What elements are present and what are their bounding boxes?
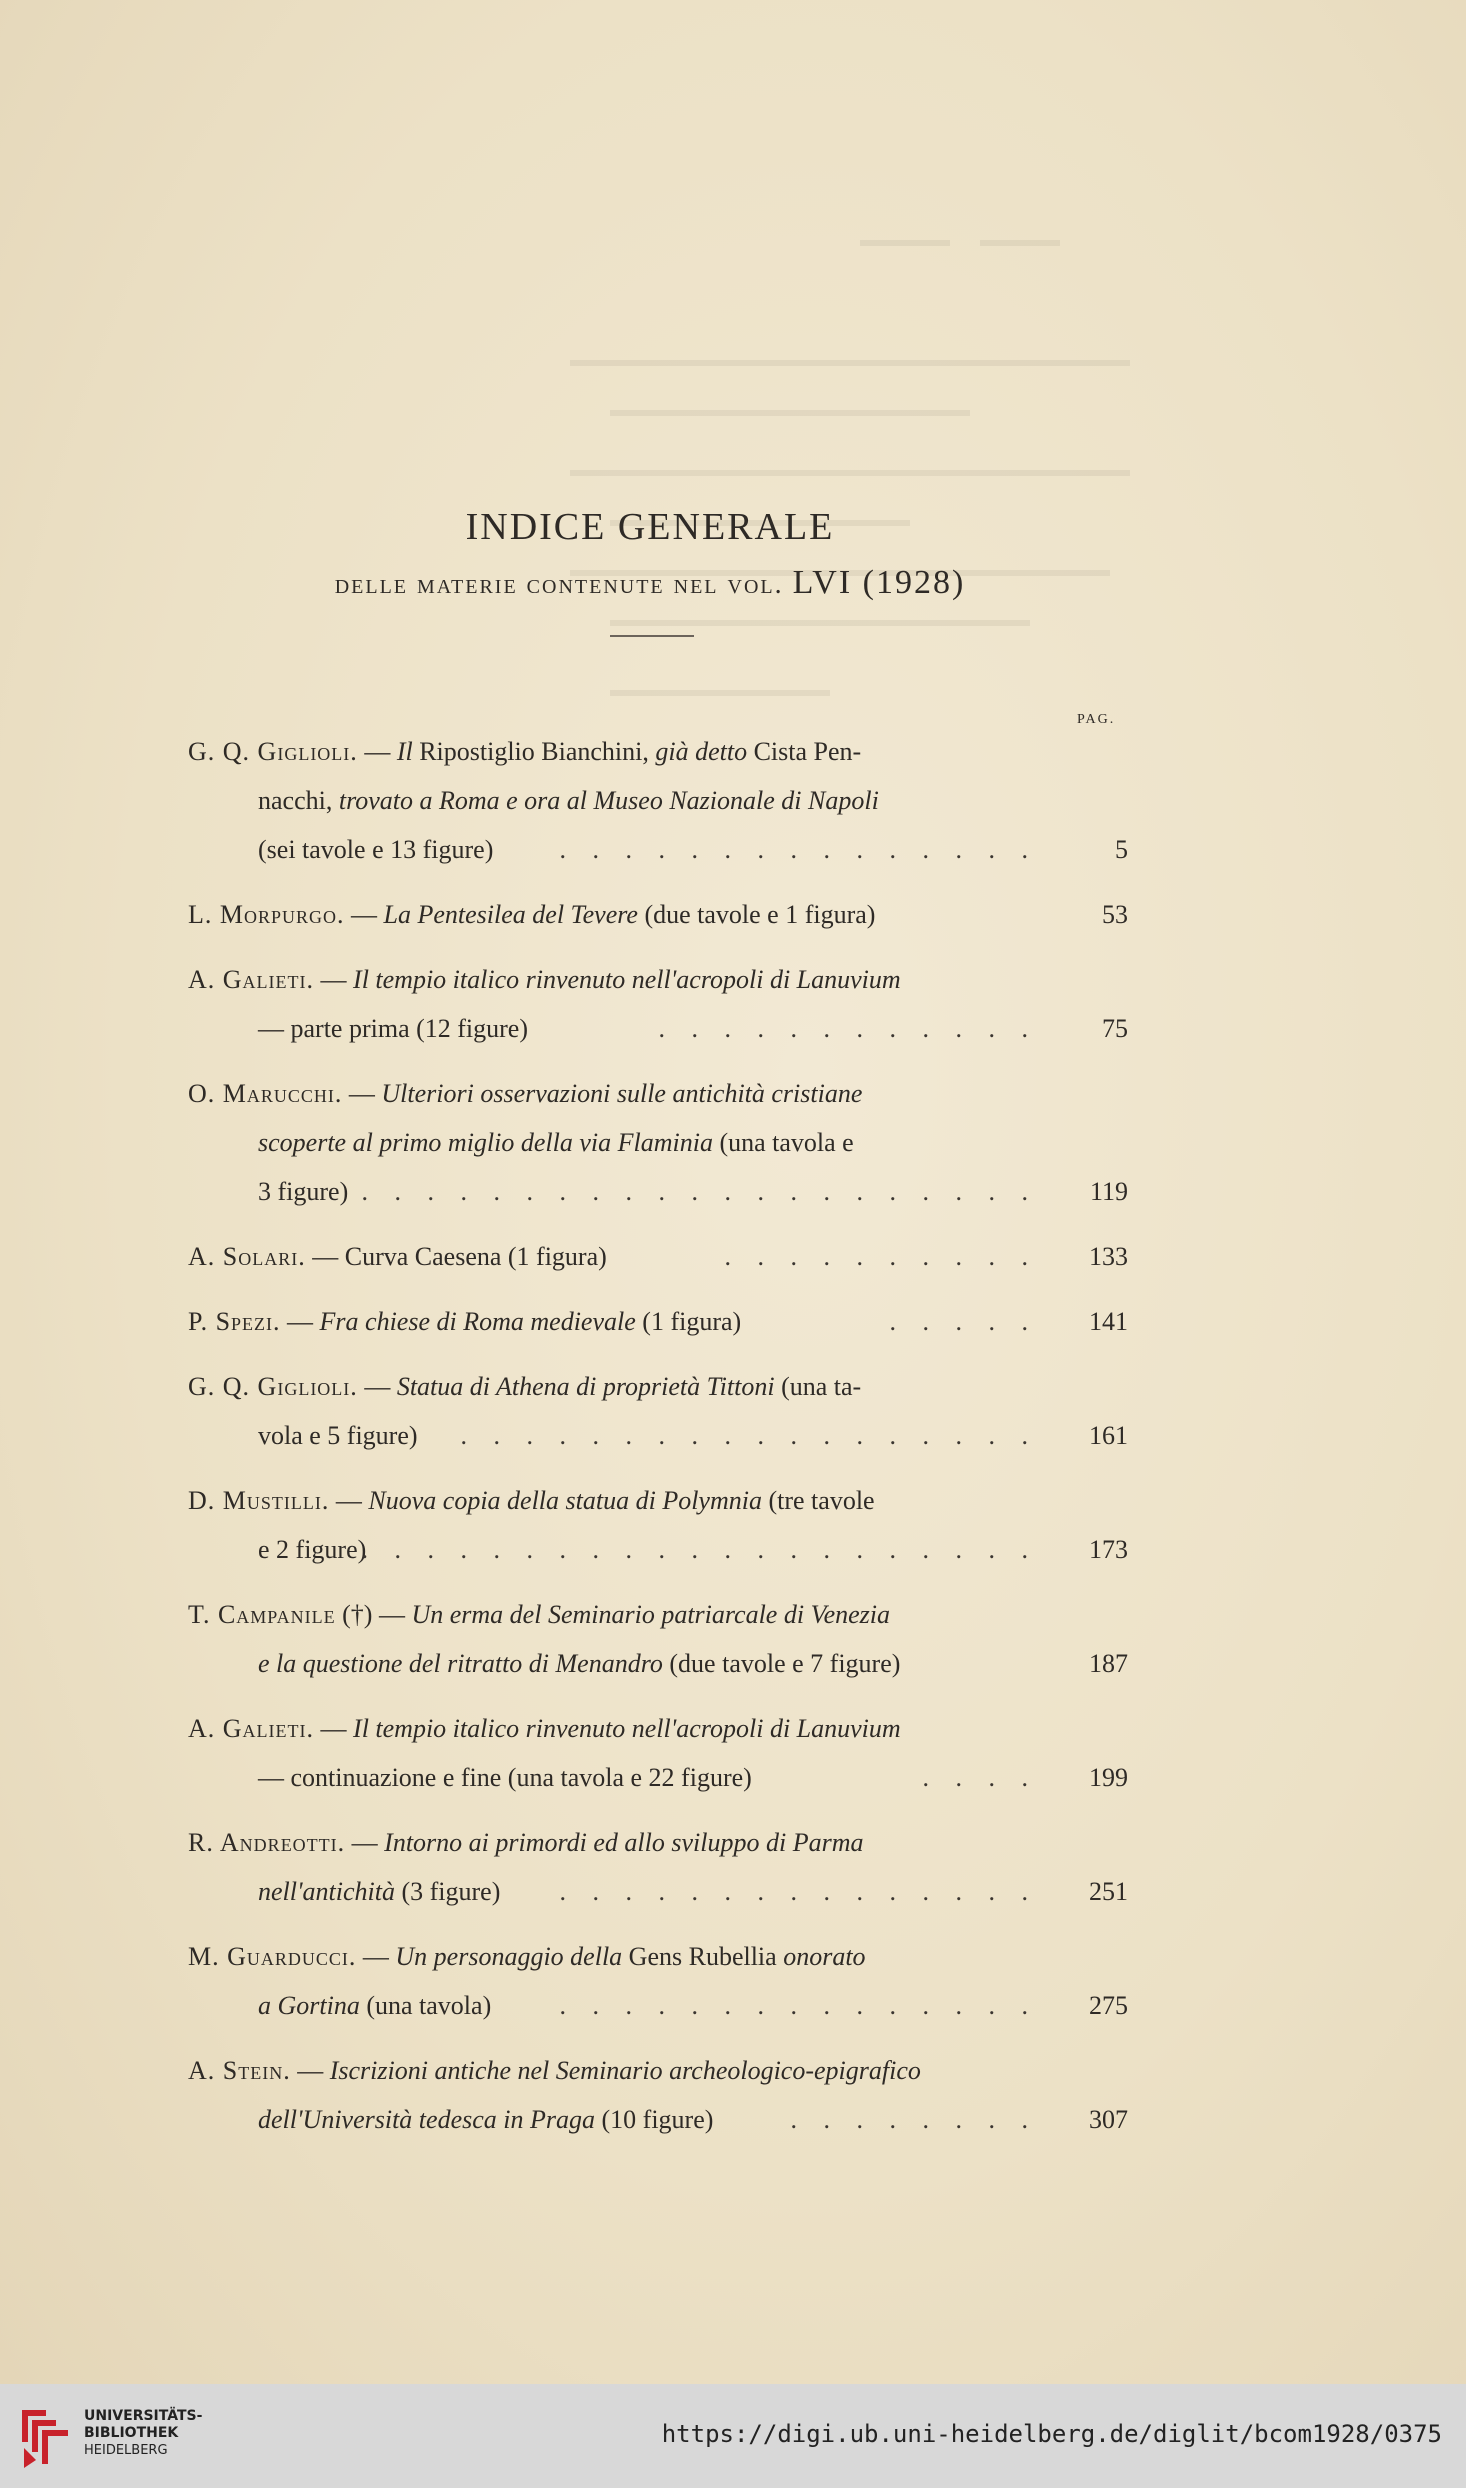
page-number: 173 xyxy=(1089,1535,1128,1564)
toc-line-text xyxy=(188,1079,862,1108)
italic-title: già detto xyxy=(655,737,748,766)
plain-text: — xyxy=(314,965,354,994)
page-number: 161 xyxy=(1089,1421,1128,1450)
italic-title: a Gortina xyxy=(258,1991,360,2020)
plain-text: (una ta- xyxy=(774,1372,862,1401)
toc-line-text xyxy=(188,1942,866,1971)
toc-line xyxy=(188,1818,1128,1867)
plain-text: — parte prima (12 figure) xyxy=(258,1014,529,1043)
plain-text: — xyxy=(357,1372,397,1401)
plain-text: Gens Rubellia xyxy=(622,1942,784,1971)
author-name: A. Galieti. xyxy=(188,1714,315,1743)
toc-line-text xyxy=(258,1128,854,1157)
author-name: D. Mustilli. xyxy=(188,1486,330,1515)
plain-text: — xyxy=(356,1942,396,1971)
italic-title: Intorno ai primordi ed allo sviluppo di Parma xyxy=(384,1828,864,1857)
leader-dots: . . . . . . . . . . . . . . . . . . . . . xyxy=(361,1177,1038,1206)
page-number: 133 xyxy=(1089,1242,1128,1271)
leader-dots: . . . . . . . . . . . . . . . xyxy=(559,1991,1038,2020)
toc-line xyxy=(188,727,1128,776)
italic-title: dell'Università tedesca in Praga xyxy=(258,2105,595,2134)
page-subtitle xyxy=(0,564,1300,602)
toc-line-text xyxy=(188,1828,863,1857)
toc-line xyxy=(188,1411,1128,1460)
italic-title: onorato xyxy=(783,1942,866,1971)
page-column-label: PAG. xyxy=(1077,712,1116,727)
italic-title: La Pentesilea del Tevere xyxy=(383,900,638,929)
plain-text: Cista Pen- xyxy=(747,737,862,766)
page-number: 187 xyxy=(1089,1649,1128,1678)
plain-text: (due tavole e 1 figura) xyxy=(637,900,876,929)
page-number: 141 xyxy=(1089,1307,1128,1336)
plain-text: — xyxy=(329,1486,369,1515)
toc-line-text xyxy=(258,1014,528,1043)
author-name: R. Andreotti. xyxy=(188,1828,346,1857)
page-title: INDICE GENERALE xyxy=(465,506,835,548)
toc-entry xyxy=(188,1362,1128,1460)
toc-entry xyxy=(188,1932,1128,2030)
plain-text: (due tavole e 7 figure) xyxy=(662,1649,901,1678)
leader-dots: . . . . xyxy=(922,1763,1038,1792)
plain-text: — xyxy=(314,1714,354,1743)
plain-text: (3 figure) xyxy=(394,1877,501,1906)
toc-line xyxy=(188,2046,1128,2095)
leader-dots: . . . . . . . . . . . . . . . xyxy=(559,835,1038,864)
toc-entry xyxy=(188,1818,1128,1916)
table-of-contents xyxy=(188,727,1128,2160)
italic-title: scoperte al primo miglio della via Flaminia xyxy=(258,1128,713,1157)
italic-title: Un erma del Seminario patriarcale di Venezia xyxy=(411,1600,890,1629)
library-name-line2: BIBLIOTHEK xyxy=(84,2425,179,2441)
toc-entry xyxy=(188,890,1128,939)
plain-text: — xyxy=(290,2056,330,2085)
toc-line-text xyxy=(188,900,875,929)
toc-line xyxy=(188,1167,1128,1216)
toc-line xyxy=(188,1932,1128,1981)
toc-line-text xyxy=(188,1372,861,1401)
toc-entry xyxy=(188,1704,1128,1802)
author-name: A. Solari. xyxy=(188,1242,306,1271)
plain-text: (una tavola) xyxy=(359,1991,492,2020)
title-rule xyxy=(610,635,694,637)
toc-line-text xyxy=(258,1177,348,1206)
library-name-line3: HEIDELBERG xyxy=(84,2443,168,2458)
author-name: P. Spezi. xyxy=(188,1307,281,1336)
author-name: G. Q. Giglioli. xyxy=(188,737,358,766)
plain-text: vola e 5 figure) xyxy=(258,1421,418,1450)
toc-line xyxy=(188,955,1128,1004)
author-name: L. Morpurgo. xyxy=(188,900,345,929)
toc-line xyxy=(188,1981,1128,2030)
toc-entry xyxy=(188,1069,1128,1216)
page-number: 75 xyxy=(1102,1014,1128,1043)
toc-entry xyxy=(188,1476,1128,1574)
plain-text: (1 figura) xyxy=(635,1307,742,1336)
italic-title: Il tempio italico rinvenuto nell'acropoli di Lanuvium xyxy=(353,965,901,994)
toc-entry xyxy=(188,1590,1128,1688)
toc-line xyxy=(188,1590,1128,1639)
footer-bar xyxy=(0,2384,1466,2488)
italic-title: Il tempio italico rinvenuto nell'acropoli di Lanuvium xyxy=(353,1714,901,1743)
toc-line-text xyxy=(258,2105,713,2134)
toc-line xyxy=(188,1476,1128,1525)
toc-line-text xyxy=(258,1649,900,1678)
plain-text: — xyxy=(344,900,384,929)
plain-text: (tre tavole xyxy=(761,1486,875,1515)
toc-line xyxy=(188,1069,1128,1118)
plain-text: — xyxy=(342,1079,382,1108)
toc-line-text xyxy=(258,835,493,864)
plain-text: (10 figure) xyxy=(595,2105,714,2134)
italic-title: Fra chiese di Roma medievale xyxy=(319,1307,636,1336)
page-number: 119 xyxy=(1089,1177,1128,1206)
leader-dots: . . . . . . . . . . xyxy=(724,1242,1038,1271)
leader-dots: . . . . . . . . . . . . . . . xyxy=(559,1877,1038,1906)
toc-line-text xyxy=(258,1421,418,1450)
plain-text: — xyxy=(357,737,397,766)
toc-line xyxy=(188,1004,1128,1053)
toc-line xyxy=(188,1639,1128,1688)
toc-line xyxy=(188,1297,1128,1346)
toc-line-text xyxy=(188,1242,607,1271)
toc-line-text xyxy=(258,786,879,815)
plain-text: — xyxy=(345,1828,385,1857)
toc-line-text xyxy=(188,737,861,766)
italic-title: Iscrizioni antiche nel Seminario archeologico-epigrafico xyxy=(329,2056,921,2085)
toc-entry xyxy=(188,1297,1128,1346)
author-name: G. Q. Giglioli. xyxy=(188,1372,358,1401)
library-logo-icon xyxy=(16,2402,74,2472)
italic-title: Un personaggio della xyxy=(395,1942,623,1971)
page-number: 275 xyxy=(1089,1991,1128,2020)
plain-text: (una tavola e xyxy=(712,1128,854,1157)
source-url-link[interactable]: https://digi.ub.uni-heidelberg.de/diglit/bcom1928/0375 xyxy=(661,2420,1442,2448)
author-name: M. Guarducci. xyxy=(188,1942,357,1971)
toc-line xyxy=(188,1704,1128,1753)
plain-text: — continuazione e fine (una tavola e 22 figure) xyxy=(258,1763,752,1792)
toc-entry xyxy=(188,2046,1128,2144)
italic-title: Ulteriori osservazioni sulle antichità cristiane xyxy=(381,1079,863,1108)
leader-dots: . . . . . . . . . . . . . . . . . . xyxy=(460,1421,1038,1450)
page-number: 199 xyxy=(1089,1763,1128,1792)
author-name: T. Campanile xyxy=(188,1600,336,1629)
leader-dots: . . . . . . . . . . . . xyxy=(658,1014,1038,1043)
page-number: 251 xyxy=(1089,1877,1128,1906)
toc-line-text xyxy=(258,1763,752,1792)
toc-line-text xyxy=(258,1535,366,1564)
italic-title: Statua di Athena di proprietà Tittoni xyxy=(396,1372,775,1401)
toc-line-text xyxy=(188,965,901,994)
plain-text: — xyxy=(280,1307,320,1336)
author-name: O. Marucchi. xyxy=(188,1079,343,1108)
toc-line xyxy=(188,1525,1128,1574)
plain-text: 3 figure) xyxy=(258,1177,349,1206)
italic-title: trovato a Roma e ora al Museo Nazionale di Napoli xyxy=(338,786,879,815)
plain-text: (†) — xyxy=(335,1600,412,1629)
toc-line xyxy=(188,1753,1128,1802)
toc-line xyxy=(188,1362,1128,1411)
toc-entry xyxy=(188,727,1128,874)
page-number: 53 xyxy=(1102,900,1128,929)
toc-line xyxy=(188,776,1128,825)
toc-line xyxy=(188,1232,1128,1281)
toc-line xyxy=(188,2095,1128,2144)
toc-line xyxy=(188,1867,1128,1916)
italic-title: Il xyxy=(396,737,413,766)
toc-line-text xyxy=(188,1307,741,1336)
toc-line-text xyxy=(188,2056,921,2085)
toc-entry xyxy=(188,1232,1128,1281)
toc-line-text xyxy=(258,1991,491,2020)
volume-label: LVI (1928) xyxy=(792,564,966,601)
leader-dots: . . . . . xyxy=(889,1307,1038,1336)
toc-entry xyxy=(188,955,1128,1053)
italic-title: e la questione del ritratto di Menandro xyxy=(258,1649,663,1678)
toc-line-text xyxy=(188,1600,890,1629)
plain-text: — Curva Caesena (1 figura) xyxy=(305,1242,607,1271)
toc-line-text xyxy=(188,1714,901,1743)
italic-title: nell'antichità xyxy=(258,1877,395,1906)
subtitle-text: delle materie contenute nel vol. xyxy=(334,569,784,600)
toc-line xyxy=(188,1118,1128,1167)
library-name xyxy=(84,2408,202,2459)
plain-text: nacchi, xyxy=(258,786,339,815)
author-name: A. Galieti. xyxy=(188,965,315,994)
plain-text: (sei tavole e 13 figure) xyxy=(258,835,494,864)
plain-text: e 2 figure) xyxy=(258,1535,367,1564)
toc-line-text xyxy=(258,1877,500,1906)
italic-title: Nuova copia della statua di Polymnia xyxy=(368,1486,762,1515)
leader-dots: . . . . . . . . . . . . . . . . . . . . . xyxy=(361,1535,1038,1564)
toc-line-text xyxy=(188,1486,875,1515)
library-name-line1: UNIVERSITÄTS- xyxy=(84,2408,203,2424)
plain-text: Ripostiglio Bianchini, xyxy=(412,737,656,766)
bleed-through-text xyxy=(530,230,1180,710)
author-name: A. Stein. xyxy=(188,2056,291,2085)
page-number: 307 xyxy=(1089,2105,1128,2134)
page-number: 5 xyxy=(1115,835,1128,864)
leader-dots: . . . . . . . . xyxy=(790,2105,1038,2134)
toc-line xyxy=(188,825,1128,874)
toc-line xyxy=(188,890,1128,939)
